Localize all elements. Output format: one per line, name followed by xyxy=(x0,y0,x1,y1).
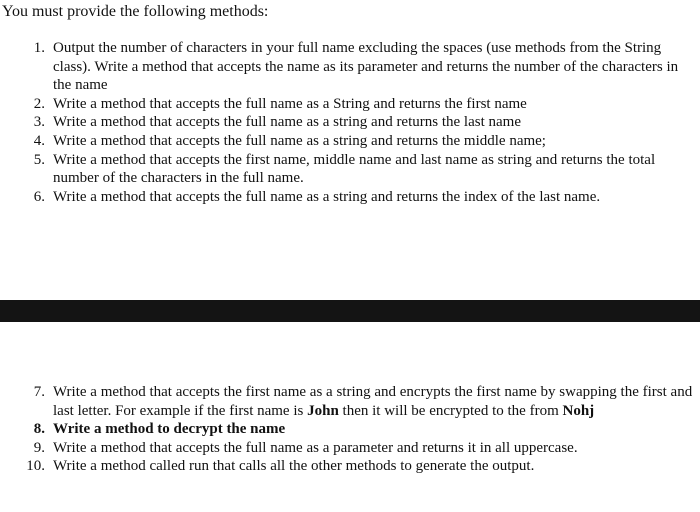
methods-list-top xyxy=(0,39,700,206)
list-item xyxy=(0,132,700,151)
item-number: 1. xyxy=(33,40,45,56)
item-text: Write a method that accepts the full name as a string and returns the last name xyxy=(53,114,521,131)
item-number: 4. xyxy=(33,132,45,149)
methods-list-bottom xyxy=(0,383,700,476)
item-number: 8. xyxy=(33,421,45,438)
item-number: 9. xyxy=(33,439,45,456)
list-item xyxy=(0,188,700,207)
item-number: 6. xyxy=(33,188,45,205)
item-text: Write a method that accepts the first name as a string and encrypts the first name by swapping the first and last letter. For example if the first name is xyxy=(53,384,693,419)
list-item xyxy=(0,383,700,420)
list-item xyxy=(0,113,700,132)
item-text: Write a method that accepts the full name as a parameter and returns it in all uppercase. xyxy=(53,439,578,456)
item-number: 5. xyxy=(33,151,45,168)
page-break-divider xyxy=(0,300,700,322)
item-number: 2. xyxy=(33,95,45,112)
list-item xyxy=(0,151,700,188)
intro-heading: You must provide the following methods: xyxy=(2,3,269,20)
item-text: Write a method called run that calls all the other methods to generate the output. xyxy=(53,458,535,475)
list-item xyxy=(0,439,700,458)
list-item xyxy=(0,95,700,114)
item-text: Output the number of characters in your full name excluding the spaces (use methods from the String class). Write a method that accepts the name as its parameter and returns the number of the characters in the name xyxy=(53,40,679,94)
item-text-continued: then it will be encrypted to the from xyxy=(338,402,563,419)
item-number: 3. xyxy=(33,114,45,131)
list-item xyxy=(0,420,700,439)
list-item xyxy=(0,457,700,476)
encrypted-name-bold: Nohj xyxy=(562,402,595,419)
item-text: Write a method to decrypt the name xyxy=(53,421,286,438)
item-number: 10. xyxy=(26,458,45,475)
item-text: Write a method that accepts the full name as a string and returns the index of the last name. xyxy=(53,188,601,205)
list-item xyxy=(0,39,700,95)
item-text: Write a method that accepts the first name, middle name and last name as string and returns the total number of the characters in the full name. xyxy=(53,151,656,187)
item-number: 7. xyxy=(33,384,45,400)
item-text: Write a method that accepts the full name as a String and returns the first name xyxy=(53,95,527,112)
example-name-bold: John xyxy=(307,402,339,419)
item-text: Write a method that accepts the full name as a string and returns the middle name; xyxy=(53,132,546,149)
